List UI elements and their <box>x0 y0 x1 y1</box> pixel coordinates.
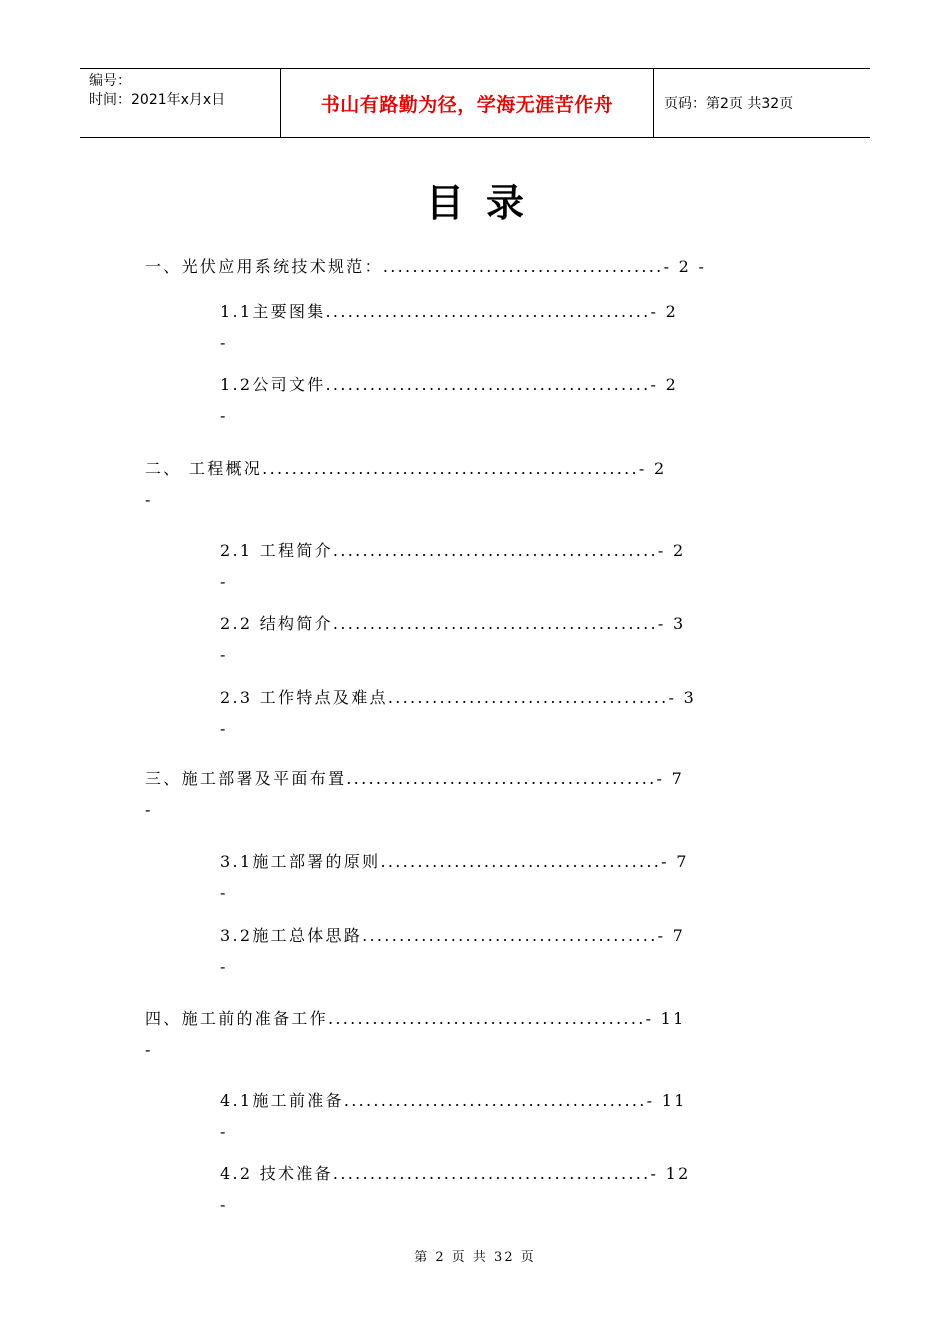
document-title: 目录 <box>425 181 546 225</box>
header-number: 编号： <box>89 73 131 89</box>
toc-entry-4-1[interactable]: 4.1施工前准备.........................................- 11 <box>220 1091 687 1110</box>
toc-entry-2-3-cont: - <box>220 719 226 738</box>
header-meta <box>80 69 281 137</box>
toc-entry-3-2[interactable]: 3.2施工总体思路........................................- 7 <box>220 926 686 945</box>
page-header <box>80 68 870 138</box>
toc-entry-4[interactable]: 四、施工前的准备工作...........................................- 11 <box>145 1009 686 1028</box>
header-date: 时间：2021年x月x日 <box>89 92 226 108</box>
header-page-info: 页码：第2页 共32页 <box>664 96 794 112</box>
toc-entry-2-3[interactable]: 2.3 工作特点及难点......................................- 3 <box>220 688 697 707</box>
toc-entry-2-2[interactable]: 2.2 结构简介............................................- 3 <box>220 614 686 633</box>
toc-entry-3-2-cont: - <box>220 957 226 976</box>
page-footer: 第 2 页 共 32 页 <box>414 1250 536 1265</box>
toc-entry-1-2-cont: - <box>220 406 226 425</box>
toc-entry-2-1[interactable]: 2.1 工程简介............................................- 2 <box>220 541 686 560</box>
toc-entry-3-1-cont: - <box>220 883 226 902</box>
toc-entry-3-cont: - <box>145 800 151 819</box>
toc-entry-2-2-cont: - <box>220 645 226 664</box>
toc-entry-3[interactable]: 三、施工部署及平面布置..........................................- 7 <box>145 769 685 788</box>
toc-entry-4-cont: - <box>145 1040 151 1059</box>
toc-entry-1-1[interactable]: 1.1主要图集............................................- 2 <box>220 302 679 321</box>
toc-entry-1[interactable]: 一、光伏应用系统技术规范：......................................- 2 - <box>145 257 707 276</box>
toc-entry-1-2[interactable]: 1.2公司文件............................................- 2 <box>220 375 679 394</box>
toc-entry-2-cont: - <box>145 490 151 509</box>
toc-entry-4-2-cont: - <box>220 1195 226 1214</box>
toc-entry-3-1[interactable]: 3.1施工部署的原则......................................- 7 <box>220 852 689 871</box>
header-motto: 书山有路勤为径，学海无涯苦作舟 <box>281 69 654 137</box>
toc-entry-2[interactable]: 二、 工程概况...................................................- 2 <box>145 459 667 478</box>
toc-entry-4-1-cont: - <box>220 1122 226 1141</box>
toc-entry-2-1-cont: - <box>220 572 226 591</box>
toc-entry-4-2[interactable]: 4.2 技术准备...........................................- 12 <box>220 1164 691 1183</box>
toc-entry-1-1-cont: - <box>220 333 226 352</box>
